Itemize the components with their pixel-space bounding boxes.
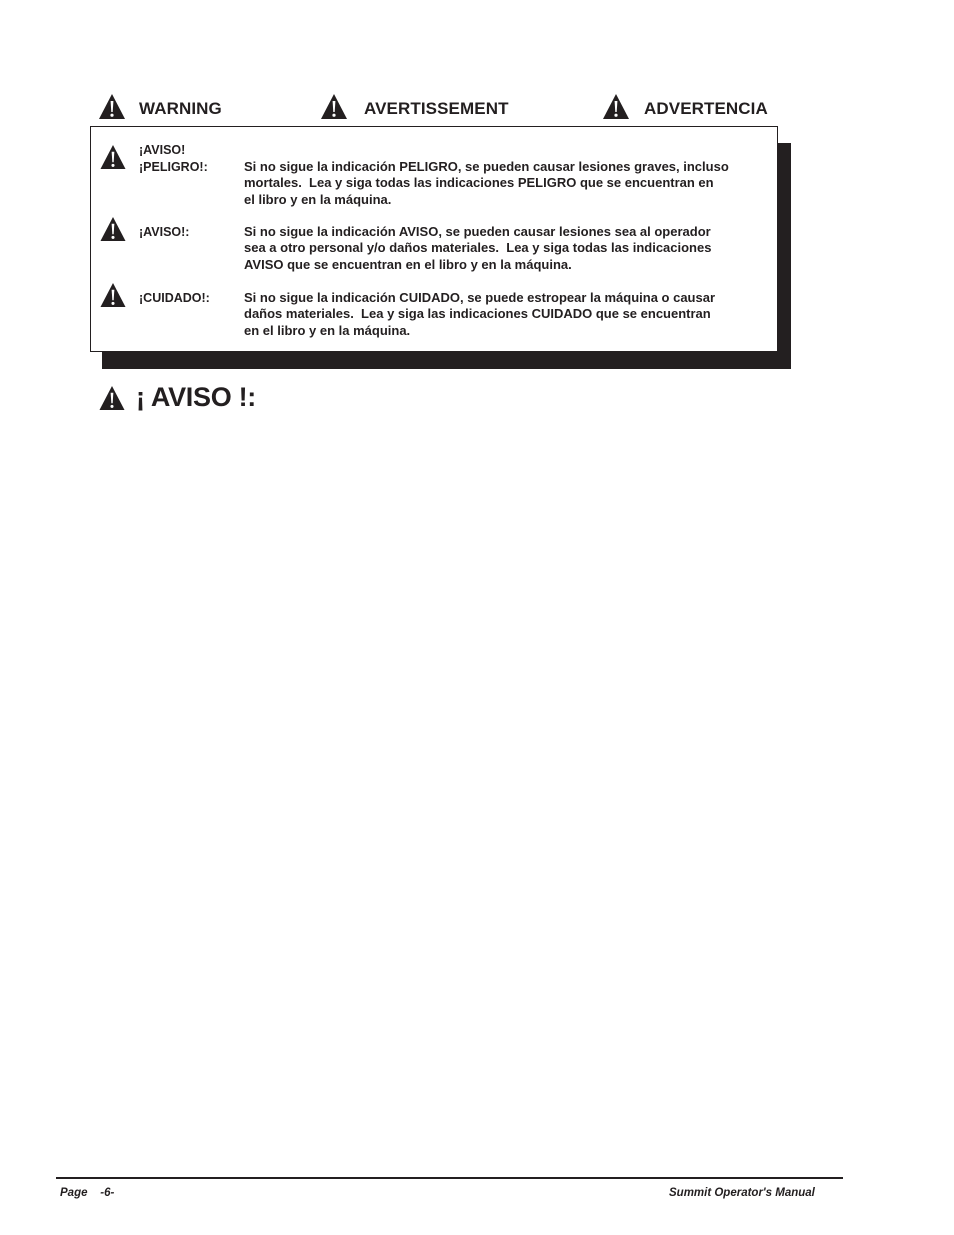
definition-term-peligro: [139, 142, 208, 175]
definition-text-cuidado: [244, 290, 764, 339]
definition-text-peligro: [244, 159, 764, 208]
definition-text-line: mortales. Lea y siga todas las indicaciones PELIGRO que se encuentran en: [244, 175, 714, 191]
definition-term-line: ¡AVISO!: [139, 143, 186, 157]
definition-text-line: daños materiales. Lea y siga las indicaciones CUIDADO que se encuentran: [244, 306, 711, 322]
section-title: ¡ AVISO !:: [136, 382, 256, 412]
warning-triangle-icon: [99, 144, 127, 170]
warning-triangle-icon: [320, 93, 348, 120]
definition-term-aviso: [139, 224, 189, 241]
manual-title: Summit Operator's Manual: [669, 1187, 815, 1199]
definition-text-line: Si no sigue la indicación AVISO, se pueden causar lesiones sea al operador: [244, 224, 711, 239]
definitions-box: [90, 126, 778, 352]
definition-text-line: el libro y en la máquina.: [244, 191, 392, 207]
definition-text-line: en el libro y en la máquina.: [244, 322, 411, 338]
definition-term-line: ¡PELIGRO!:: [139, 159, 208, 174]
definition-term-line: ¡AVISO!:: [139, 225, 190, 239]
definition-text-line: Si no sigue la indicación PELIGRO, se pueden causar lesiones graves, incluso: [244, 159, 729, 174]
definition-text-aviso: [244, 224, 764, 273]
warning-triangle-icon: [99, 282, 127, 308]
page-number: Page -6-: [60, 1187, 115, 1199]
footer-rule: [56, 1177, 843, 1179]
definition-text-line: Si no sigue la indicación CUIDADO, se puede estropear la máquina o causar: [244, 290, 716, 305]
warning-label-spanish: ADVERTENCIA: [644, 99, 768, 118]
warning-triangle-icon: [602, 93, 630, 120]
warning-label-english: WARNING: [139, 99, 222, 118]
warning-triangle-icon: [99, 216, 127, 242]
warning-triangle-icon: [98, 93, 126, 120]
definition-term-cuidado: [139, 290, 210, 307]
warning-label-french: AVERTISSEMENT: [364, 99, 509, 118]
definition-term-line: ¡CUIDADO!:: [139, 291, 210, 305]
definition-text-line: AVISO que se encuentran en el libro y en la máquina.: [244, 256, 572, 272]
warning-triangle-icon: [98, 385, 126, 411]
definition-text-line: sea a otro personal y/o daños materiales. Lea y siga todas las indicaciones: [244, 240, 712, 256]
